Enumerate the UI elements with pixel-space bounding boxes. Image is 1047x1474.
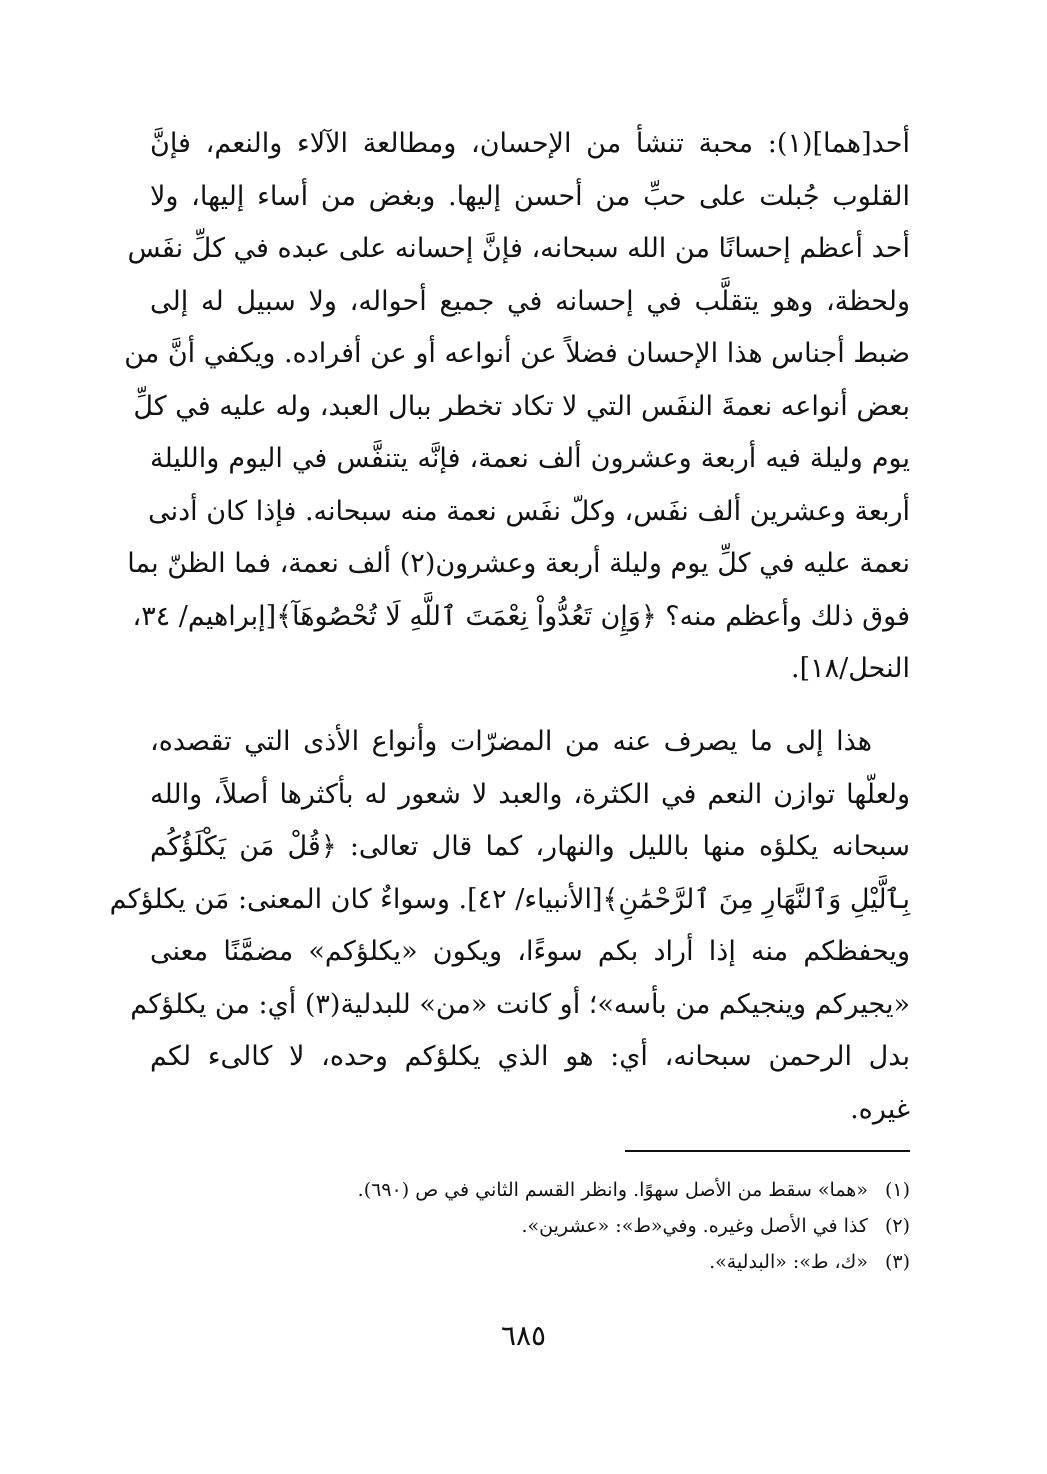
footnote-1 (150, 1172, 910, 1208)
text-line: سبحانه يكلؤه منها بالليل والنهار، كما قال تعالى: ﴿قُلْ مَن يَكْلَؤُكُم (150, 831, 910, 862)
footnote-2 (150, 1208, 910, 1244)
text-line: ضبط أجناس هذا الإحسان فضلاً عن أنواعه أو عن أفراده. ويكفي أنَّ من (124, 338, 910, 369)
footnote-text: كذا في الأصل وغيره. وفي«ط»: «عشرين». (521, 1215, 868, 1237)
text-line: بدل الرحمن سبحانه، أي: هو الذي يكلؤكم وحده، لا كالىء لكم (150, 1041, 910, 1072)
text-line: «يجيركم وينجيكم من بأسه»؛ أو كانت «من» للبدلية(٣) أي: من يكلؤكم (130, 988, 910, 1020)
footnotes (150, 1172, 910, 1280)
footnote-3 (150, 1244, 910, 1280)
text-line: هذا إلى ما يصرف عنه من المضرّات وأنواع الأذى التي تقصده، (150, 726, 872, 757)
text-line: ولعلّها توازن النعم في الكثرة، والعبد لا شعور له بأكثرها أصلاً، والله (150, 778, 910, 810)
footnote-text: «هما» سقط من الأصل سهوًا. وانظر القسم الثاني في ص (٦٩٠). (357, 1179, 868, 1201)
paragraph-protection-from-harm (109, 716, 910, 1136)
text-line: بعض أنواعه نعمةَ النفَس التي لا تكاد تخطر ببال العبد، وله عليه في كلِّ (133, 390, 910, 422)
text-line: أربعة وعشرين ألف نفَس، وكلّ نفَس نعمة منه سبحانه. فإذا كان أدنى (148, 495, 910, 527)
footnote-text: «ك، ط»: «البدلية». (709, 1251, 868, 1273)
text-line: فوق ذلك وأعظم منه؟ ﴿وَإِن تَعُدُّواْ نِعْمَتَ ٱللَّهِ لَا تُحْصُوهَآ﴾[إبراهيم/ ٣٤، (132, 600, 910, 632)
page-number: ٦٨٥ (500, 1319, 547, 1352)
text-line: أحد[هما](١): محبة تنشأ من الإحسان، ومطالعة الآلاء والنعم، فإنَّ (150, 128, 910, 159)
text-line: بِٱلَّيْلِ وَٱلنَّهَارِ مِنَ ٱلرَّحْمَٰنِ﴾[الأنبياء/ ٤٢]. وسواءٌ كان المعنى: مَن يكلؤكم (109, 883, 910, 915)
footnote-number: (٣) (884, 1251, 910, 1273)
text-line: يوم وليلة فيه أربعة وعشرون ألف نعمة، فإنَّه يتنفَّس في اليوم والليلة (150, 443, 910, 474)
text-line: أحد أعظم إحسانًا من الله سبحانه، فإنَّ إحسانه على عبده في كلِّ نفَس (127, 233, 910, 264)
footnote-number: (١) (884, 1179, 910, 1201)
text-line: القلوب جُبلت على حبِّ من أحسن إليها. وبغض من أساء إليها، ولا (150, 180, 910, 212)
text-line: النحل/١٨]. (791, 653, 910, 684)
paragraph-love-from-benevolence (124, 118, 910, 696)
text-line: ويحفظكم منه إذا أراد بكم سوءًا، ويكون «يكلؤكم» مضمَّنًا معنى (150, 936, 910, 967)
text-line: نعمة عليه في كلِّ يوم وليلة أربعة وعشرون(٢) ألف نعمة، فما الظنّ بما (127, 548, 910, 579)
text-line: غيره. (850, 1093, 910, 1125)
footnote-divider (625, 1150, 910, 1152)
footnote-number: (٢) (884, 1215, 910, 1237)
text-line: ولحظة، وهو يتقلَّب في إحسانه في جميع أحواله، ولا سبيل له إلى (150, 285, 910, 317)
